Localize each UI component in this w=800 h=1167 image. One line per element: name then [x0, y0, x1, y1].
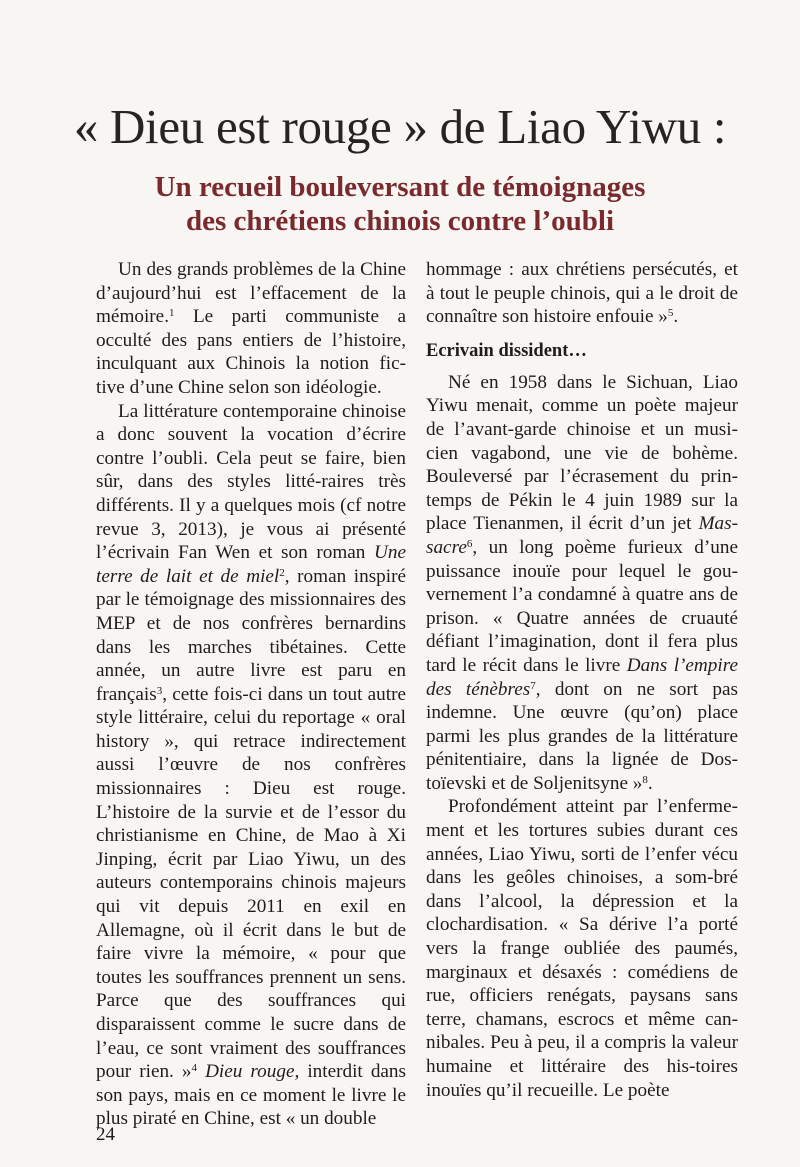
book-title: Dans l’empire des ténèbres — [426, 654, 738, 700]
footnote-ref: 6 — [466, 537, 473, 550]
page-number: 24 — [96, 1124, 115, 1145]
article-subtitle — [0, 170, 800, 238]
left-column — [96, 258, 406, 1131]
subtitle-line-1: Un recueil bouleversant de témoignages — [154, 171, 646, 203]
paragraph-continued: hommage : aux chrétiens persécutés, et à tout le peuple chinois, qui a le droit de connaître son histoire enfouie »$^5$. — [426, 259, 738, 328]
article-title: « Dieu est rouge » de Liao Yiwu : — [73, 99, 727, 154]
footnote-ref: 7 — [530, 679, 536, 692]
section-heading: Ecrivain dissident… — [426, 340, 587, 361]
footnote-ref: 3 — [156, 684, 163, 697]
footnote-ref: 2 — [279, 566, 285, 579]
book-title: Une terre de lait et de miel — [96, 542, 406, 587]
subtitle-line-2: des chrétiens chinois contre l’oubli — [185, 205, 615, 237]
footnote-ref: 1 — [169, 307, 175, 320]
right-column — [426, 258, 738, 1102]
footnote-ref: 4 — [191, 1062, 198, 1075]
paragraph-1: Un des grands problèmes de la Chine d’aujourd’hui est l’effacement de la mémoire.$^1$ Le parti communiste a occulté des pans entiers de l’histoire, inculquant aux Chinois la notion fic-tive d’une Chine selon son idéologie. — [96, 259, 406, 398]
paragraph-3: Né en 1958 dans le Sichuan, Liao Yiwu menait, comme un poète majeur de l’avant-garde chinoise et un musi-cien vagabond, une vie de bohème. Bouleversé par l’écrasement du prin-temps de Pékin le 4 juin 1989 sur la place Tienanmen, il écrit d’un jet Mas-sacre$^6$, un long poème furieux d’une puissance inouïe pour lequel le gou-vernement l’a condamné à quatre ans de prison. « Quatre années de cruauté défiant l’imagination, dont il fera plus tard le récit dans le livre Dans l’empire des ténèbres$^7$, dont on ne sort pas indemne. Une œuvre (qu’on) place parmi les plus grandes de la littérature pénitentiaire, dans la lignée de Dos-toïevski et de Soljenitsyne »$^8$. — [426, 371, 738, 794]
paragraph-4: Profondément atteint par l’enferme-ment et les tortures subies durant ces années, Liao Yiwu, sorti de l’enfer vécu dans les geôles chinoises, a som-bré dans l’alcool, la dépression et la clochardisation. « Sa dérive l’a porté vers la frange oubliée des paumés, marginaux et désaxés : comédiens de rue, officiers renégats, paysans sans terre, chamans, escrocs et même can-nibales. Peu à peu, il a compris la valeur humaine et littéraire des his-toires inouïes qu’il recueille. Le poète — [426, 796, 738, 1101]
footnote-ref: 8 — [642, 773, 648, 786]
book-title: Mas-sacre — [426, 513, 738, 558]
book-title: Dieu rouge, — [197, 1061, 300, 1083]
footnote-ref: 5 — [667, 307, 674, 320]
paragraph-2: La littérature contemporaine chinoise a donc souvent la vocation d’écrire contre l’oubli. Cela peut se faire, bien sûr, dans des styles litté-raires très différents. Il y a quelques mois (cf notre revue 3, 2013), je vous ai présenté l’écrivain Fan Wen et son roman Une terre de lait et de miel$^2$, roman inspiré par le témoignage des missionnaires des MEP et de nos confrères bernardins dans les marches tibétaines. Cette année, un autre livre est paru en français$^3$, cette fois-ci dans un tout autre style littéraire, celui du reportage « oral history », qui retrace indirectement aussi l’œuvre de nos confrères missionnaires : Dieu est rouge. L’histoire de la survie et de l’essor du christianisme en Chine, de Mao à Xi Jinping, écrit par Liao Yiwu, un des auteurs contemporains chinois majeurs qui vit depuis 2011 en exil en Allemagne, où il écrit dans le but de faire vivre la mémoire, « pour que toutes les souffrances prennent un sens. Parce que des souffrances qui disparaissent comme le sucre dans de l’eau, ce sont vraiment des souffrances pour rien. »$^4$ Dieu rouge, interdit dans son pays, mais en ce moment le livre le plus piraté en Chine, est « un double — [96, 400, 406, 1130]
